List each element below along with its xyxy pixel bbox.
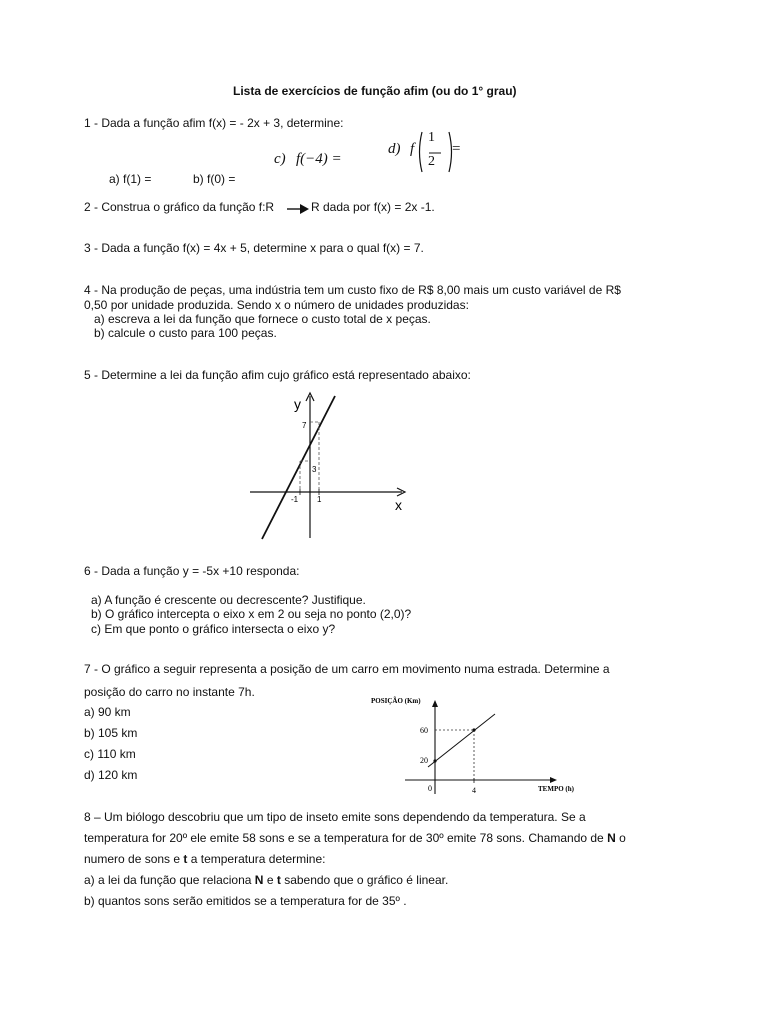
q7-option-a: a) 90 km [84,705,131,719]
q7-tick-label-60: 60 [420,726,428,735]
q7-ylabel: POSIÇÃO (Km) [371,697,421,705]
q8-line2-N: N [607,831,616,845]
q4-option-a: a) escreva a lei da função que fornece o custo total de x peças. [94,312,431,326]
q8-line3-text: numero de sons e [84,852,181,866]
q6-option-a: a) A função é crescente ou decrescente? Justifique. [91,593,366,607]
q1-option-a: a) f(1) = [109,172,152,186]
q1-fraction-denominator: 2 [428,154,435,169]
q5-stem: 5 - Determine a lei da função afim cujo gráfico está representado abaixo: [84,368,471,382]
q7-point-4-60 [472,728,475,731]
q3-text: 3 - Dada a função f(x) = 4x + 5, determine x para o qual f(x) = 7. [84,241,424,255]
q6-stem: 6 - Dada a função y = -5x +10 responda: [84,564,300,578]
q8-option-a-t: t [276,873,281,887]
q7-graph [360,690,600,800]
q7-tick-label-20: 20 [420,756,428,765]
q2-text-part2: R dada por f(x) = 2x -1. [311,200,435,214]
q7-option-b: b) 105 km [84,726,138,740]
q8-line1: 8 – Um biólogo descobriu que um tipo de inseto emite sons dependendo da temperatura. Se a [84,810,586,824]
q1-option-d-equals: = [452,141,461,157]
q7-line2: posição do carro no instante 7h. [84,685,255,699]
q8-option-a [84,873,448,887]
q1-option-b: b) f(0) = [193,172,236,186]
q5-label-y: y [294,396,301,412]
q7-x-axis-arrow [550,777,557,783]
q5-tick-label-3: 3 [312,465,317,474]
q7-y-axis-arrow [432,700,438,707]
q5-tick-label-1: 1 [317,495,322,504]
page-title: Lista de exercícios de função afim (ou do 1° grau) [233,84,517,98]
q4-line2: 0,50 por unidade produzida. Sendo x o número de unidades produzidas: [84,298,469,312]
q8-line3-t: t [183,852,188,866]
q5-label-x: x [395,497,402,513]
q7-tick-label-4: 4 [472,786,476,795]
q1-option-c-expression: f(−4) = [296,151,342,167]
q7-line1: 7 - O gráfico a seguir representa a posição de um carro em movimento numa estrada. Determine a [84,662,610,676]
q8-option-a-N: N [254,873,264,887]
q8-line2 [84,831,626,845]
q5-tick-label-neg1: -1 [291,495,299,504]
q8-line2-end: o [619,831,626,845]
q8-option-a-end: sabendo que o gráfico é linear. [284,873,449,887]
q7-function-line [428,714,495,767]
q8-option-b: b) quantos sons serão emitidos se a temperatura for de 35º . [84,894,407,908]
q8-line2-text: temperatura for 20º ele emite 58 sons e se a temperatura for de 30º emite 78 sons. Chamando de [84,831,604,845]
q5-graph [240,388,415,548]
q1-option-d-label: d) [388,141,401,157]
q7-xlabel: TEMPO (h) [538,785,574,793]
q4-line1: 4 - Na produção de peças, uma indústria tem um custo fixo de R$ 8,00 mais um custo variável de R$ [84,283,621,297]
q4-option-b: b) calcule o custo para 100 peças. [94,326,277,340]
q5-tick-label-7: 7 [302,421,307,430]
q7-option-d: d) 120 km [84,768,138,782]
q5-function-line [262,396,335,539]
q8-line3-end: a temperatura determine: [190,852,326,866]
arrow-right-icon [286,203,310,215]
q6-option-c: c) Em que ponto o gráfico intersecta o eixo y? [91,622,336,636]
q8-line3 [84,852,326,866]
q7-tick-label-0: 0 [428,784,432,793]
q8-option-a-e: e [266,873,274,887]
q2-text-part1: 2 - Construa o gráfico da função f:R [84,200,275,214]
q1-option-d-function: f [410,141,415,157]
q8-option-a-text: a) a lei da função que relaciona [84,873,252,887]
q1-fraction-numerator: 1 [428,130,435,145]
q7-option-c: c) 110 km [84,747,136,761]
q7-point-0-20 [433,759,436,762]
q6-option-b: b) O gráfico intercepta o eixo x em 2 ou seja no ponto (2,0)? [91,607,412,621]
q1-option-c-label: c) [274,151,286,167]
q1-stem: 1 - Dada a função afim f(x) = - 2x + 3, determine: [84,116,344,130]
